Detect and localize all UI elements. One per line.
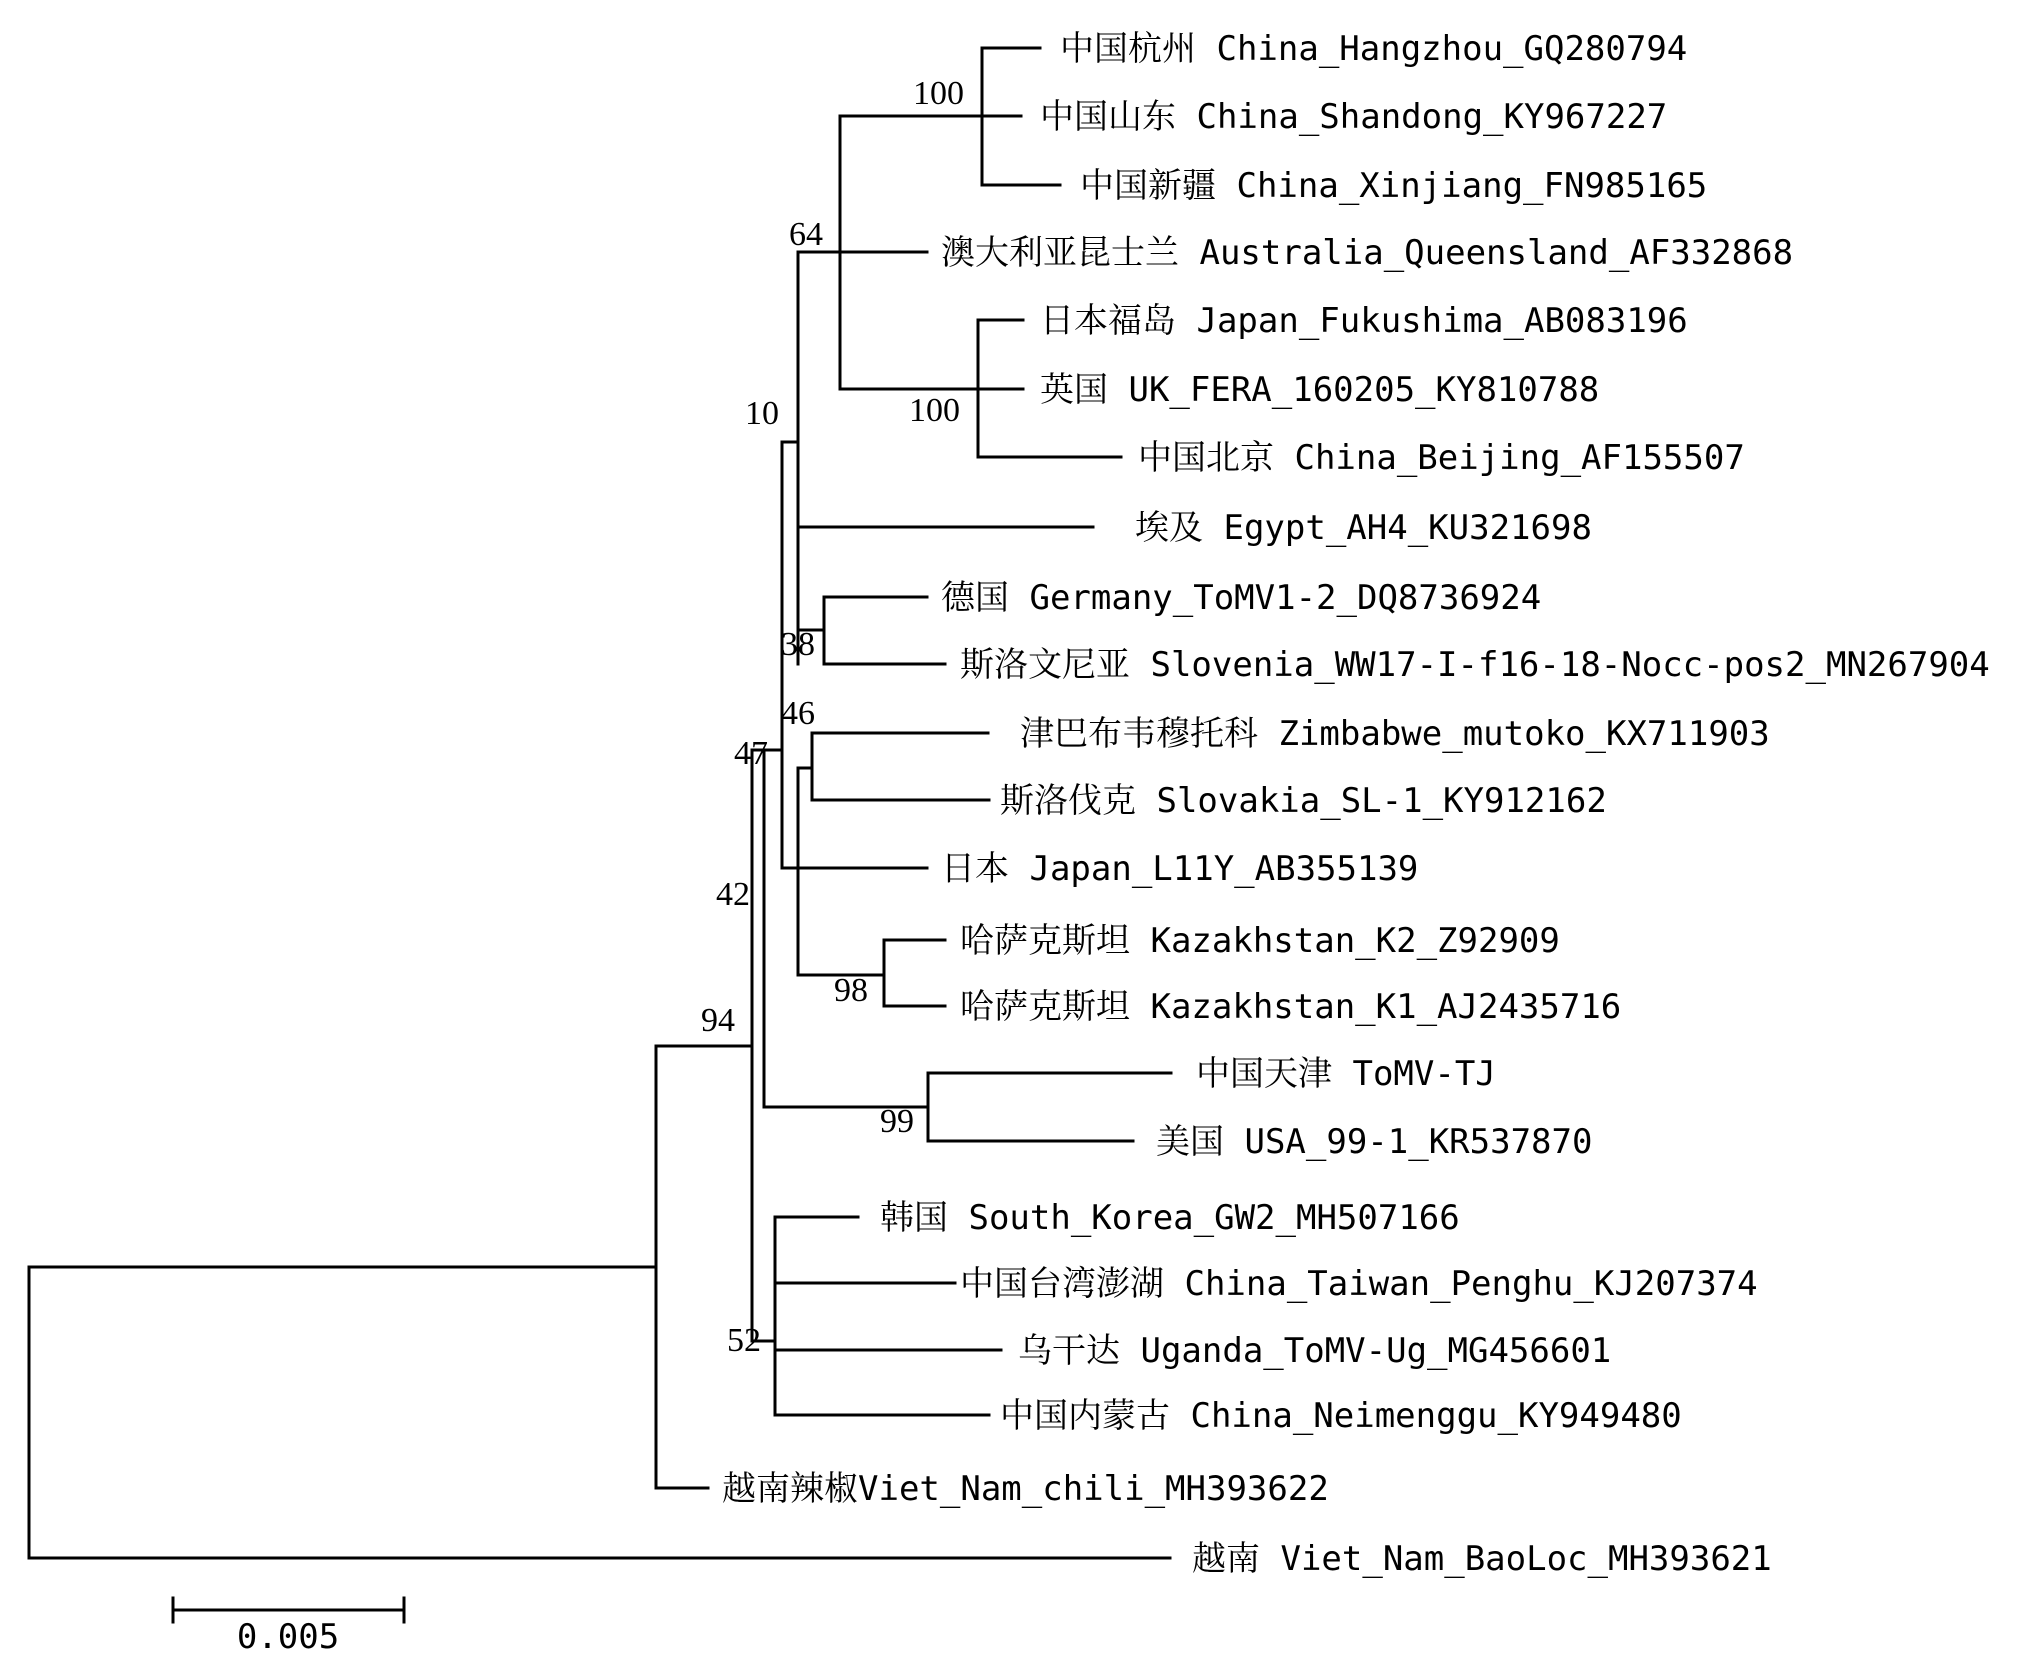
taxon-label-slovenia: 斯洛文尼亚 Slovenia_WW17-I-f16-18-Nocc-pos2_MN267904: [960, 645, 1990, 685]
taxon-label-south-korea: 韩国 South_Korea_GW2_MH507166: [880, 1198, 1460, 1238]
taxon-label-china-shandong: 中国山东 China_Shandong_KY967227: [1040, 97, 1668, 137]
taxon-label-slovakia: 斯洛伐克 Slovakia_SL-1_KY912162: [1000, 781, 1607, 821]
taxon-label-viet-nam-chili: 越南辣椒Viet_Nam_chili_MH393622: [722, 1469, 1329, 1509]
tip-labels: [722, 29, 1990, 1579]
taxon-label-china-xinjiang: 中国新疆 China_Xinjiang_FN985165: [1080, 166, 1708, 206]
taxon-label-usa: 美国 USA_99-1_KR537870: [1156, 1122, 1593, 1162]
bootstrap-label: 98: [834, 972, 868, 1009]
bootstrap-label: 46: [781, 695, 815, 732]
scale-bar-label: 0.005: [236, 1617, 340, 1657]
bootstrap-label: 52: [727, 1322, 761, 1359]
taxon-label-zimbabwe: 津巴布韦穆托科 Zimbabwe_mutoko_KX711903: [1020, 714, 1770, 754]
bootstrap-label: 64: [789, 216, 823, 253]
taxon-label-china-neimenggu: 中国内蒙古 China_Neimenggu_KY949480: [1000, 1396, 1682, 1436]
bootstrap-label: 10: [745, 395, 779, 432]
taxon-label-kazakhstan-k1: 哈萨克斯坦 Kazakhstan_K1_AJ2435716: [960, 987, 1622, 1027]
taxon-label-china-tianjin: 中国天津 ToMV-TJ: [1196, 1054, 1496, 1094]
bootstrap-label: 38: [781, 626, 815, 663]
taxon-label-kazakhstan-k2: 哈萨克斯坦 Kazakhstan_K2_Z92909: [960, 921, 1560, 961]
taxon-label-japan-fukushima: 日本福岛 Japan_Fukushima_AB083196: [1040, 301, 1688, 341]
taxon-label-china-taiwan-penghu: 中国台湾澎湖 China_Taiwan_Penghu_KJ207374: [960, 1264, 1758, 1304]
bootstrap-label: 47: [734, 735, 768, 772]
bootstrap-values: [701, 75, 964, 1359]
taxon-label-china-hangzhou: 中国杭州 China_Hangzhou_GQ280794: [1060, 29, 1688, 69]
taxon-label-viet-nam-baoloc: 越南 Viet_Nam_BaoLoc_MH393621: [1192, 1539, 1772, 1579]
taxon-label-germany: 德国 Germany_ToMV1-2_DQ8736924: [941, 578, 1542, 618]
bootstrap-label: 94: [701, 1002, 735, 1039]
bootstrap-label: 42: [716, 876, 750, 913]
taxon-label-egypt: 埃及 Egypt_AH4_KU321698: [1135, 508, 1592, 548]
scale-bar: [173, 1598, 404, 1657]
taxon-label-australia-queensland: 澳大利亚昆士兰 Australia_Queensland_AF332868: [941, 233, 1794, 273]
taxon-label-japan-l11y: 日本 Japan_L11Y_AB355139: [941, 849, 1419, 889]
bootstrap-label: 99: [880, 1103, 914, 1140]
bootstrap-label: 100: [909, 392, 960, 429]
taxon-label-uganda: 乌干达 Uganda_ToMV-Ug_MG456601: [1018, 1331, 1612, 1371]
taxon-label-china-beijing: 中国北京 China_Beijing_AF155507: [1138, 438, 1745, 478]
bootstrap-label: 100: [913, 75, 964, 112]
taxon-label-uk-fera: 英国 UK_FERA_160205_KY810788: [1040, 370, 1600, 410]
